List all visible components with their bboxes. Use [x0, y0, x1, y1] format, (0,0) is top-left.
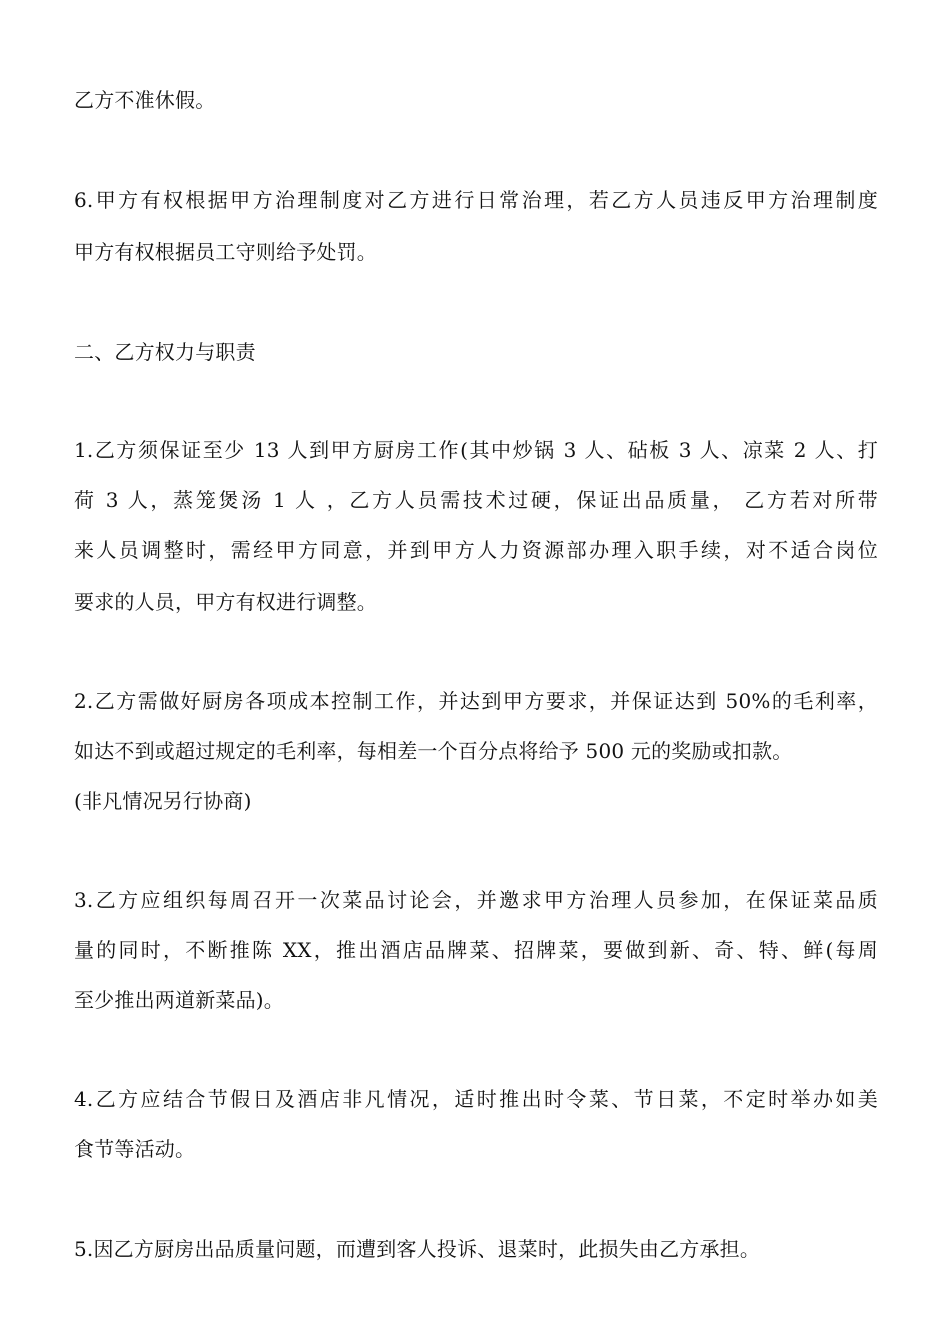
clause-4-line-2: 食节等活动。 — [74, 1137, 196, 1161]
section-heading: 二、乙方权力与职责 — [74, 340, 256, 364]
clause-4-line-1: 4.乙方应结合节假日及酒店非凡情况，适时推出时令菜、节日菜，不定时举办如美 — [74, 1087, 878, 1111]
clause-2-line-3: (非凡情况另行协商) — [74, 789, 252, 813]
clause-1-line-2: 荷 3 人，蒸笼煲汤 1 人 ，乙方人员需技术过硬，保证出品质量， 乙方若对所带 — [74, 488, 878, 512]
clause-3-line-3: 至少推出两道新菜品)。 — [74, 988, 285, 1012]
clause-1-line-1: 1.乙方须保证至少 13 人到甲方厨房工作(其中炒锅 3 人、砧板 3 人、凉菜 2 人、打 — [74, 438, 878, 462]
clause-6-line-1: 6.甲方有权根据甲方治理制度对乙方进行日常治理，若乙方人员违反甲方治理制度 — [74, 188, 878, 212]
text-line-leave-rule: 乙方不准休假。 — [74, 88, 216, 112]
clause-6-line-2: 甲方有权根据员工守则给予处罚。 — [74, 240, 377, 264]
clause-1-line-3: 来人员调整时，需经甲方同意，并到甲方人力资源部办理入职手续，对不适合岗位 — [74, 538, 878, 562]
clause-2-line-2: 如达不到或超过规定的毛利率，每相差一个百分点将给予 500 元的奖励或扣款。 — [74, 739, 793, 763]
clause-1-line-4: 要求的人员，甲方有权进行调整。 — [74, 590, 377, 614]
clause-2-line-1: 2.乙方需做好厨房各项成本控制工作，并达到甲方要求，并保证达到 50%的毛利率， — [74, 689, 878, 713]
clause-3-line-2: 量的同时，不断推陈 XX，推出酒店品牌菜、招牌菜，要做到新、奇、特、鲜(每周 — [74, 938, 878, 962]
clause-5-line-1: 5.因乙方厨房出品质量问题，而遭到客人投诉、退菜时，此损失由乙方承担。 — [74, 1237, 761, 1261]
clause-3-line-1: 3.乙方应组织每周召开一次菜品讨论会，并邀求甲方治理人员参加，在保证菜品质 — [74, 888, 878, 912]
